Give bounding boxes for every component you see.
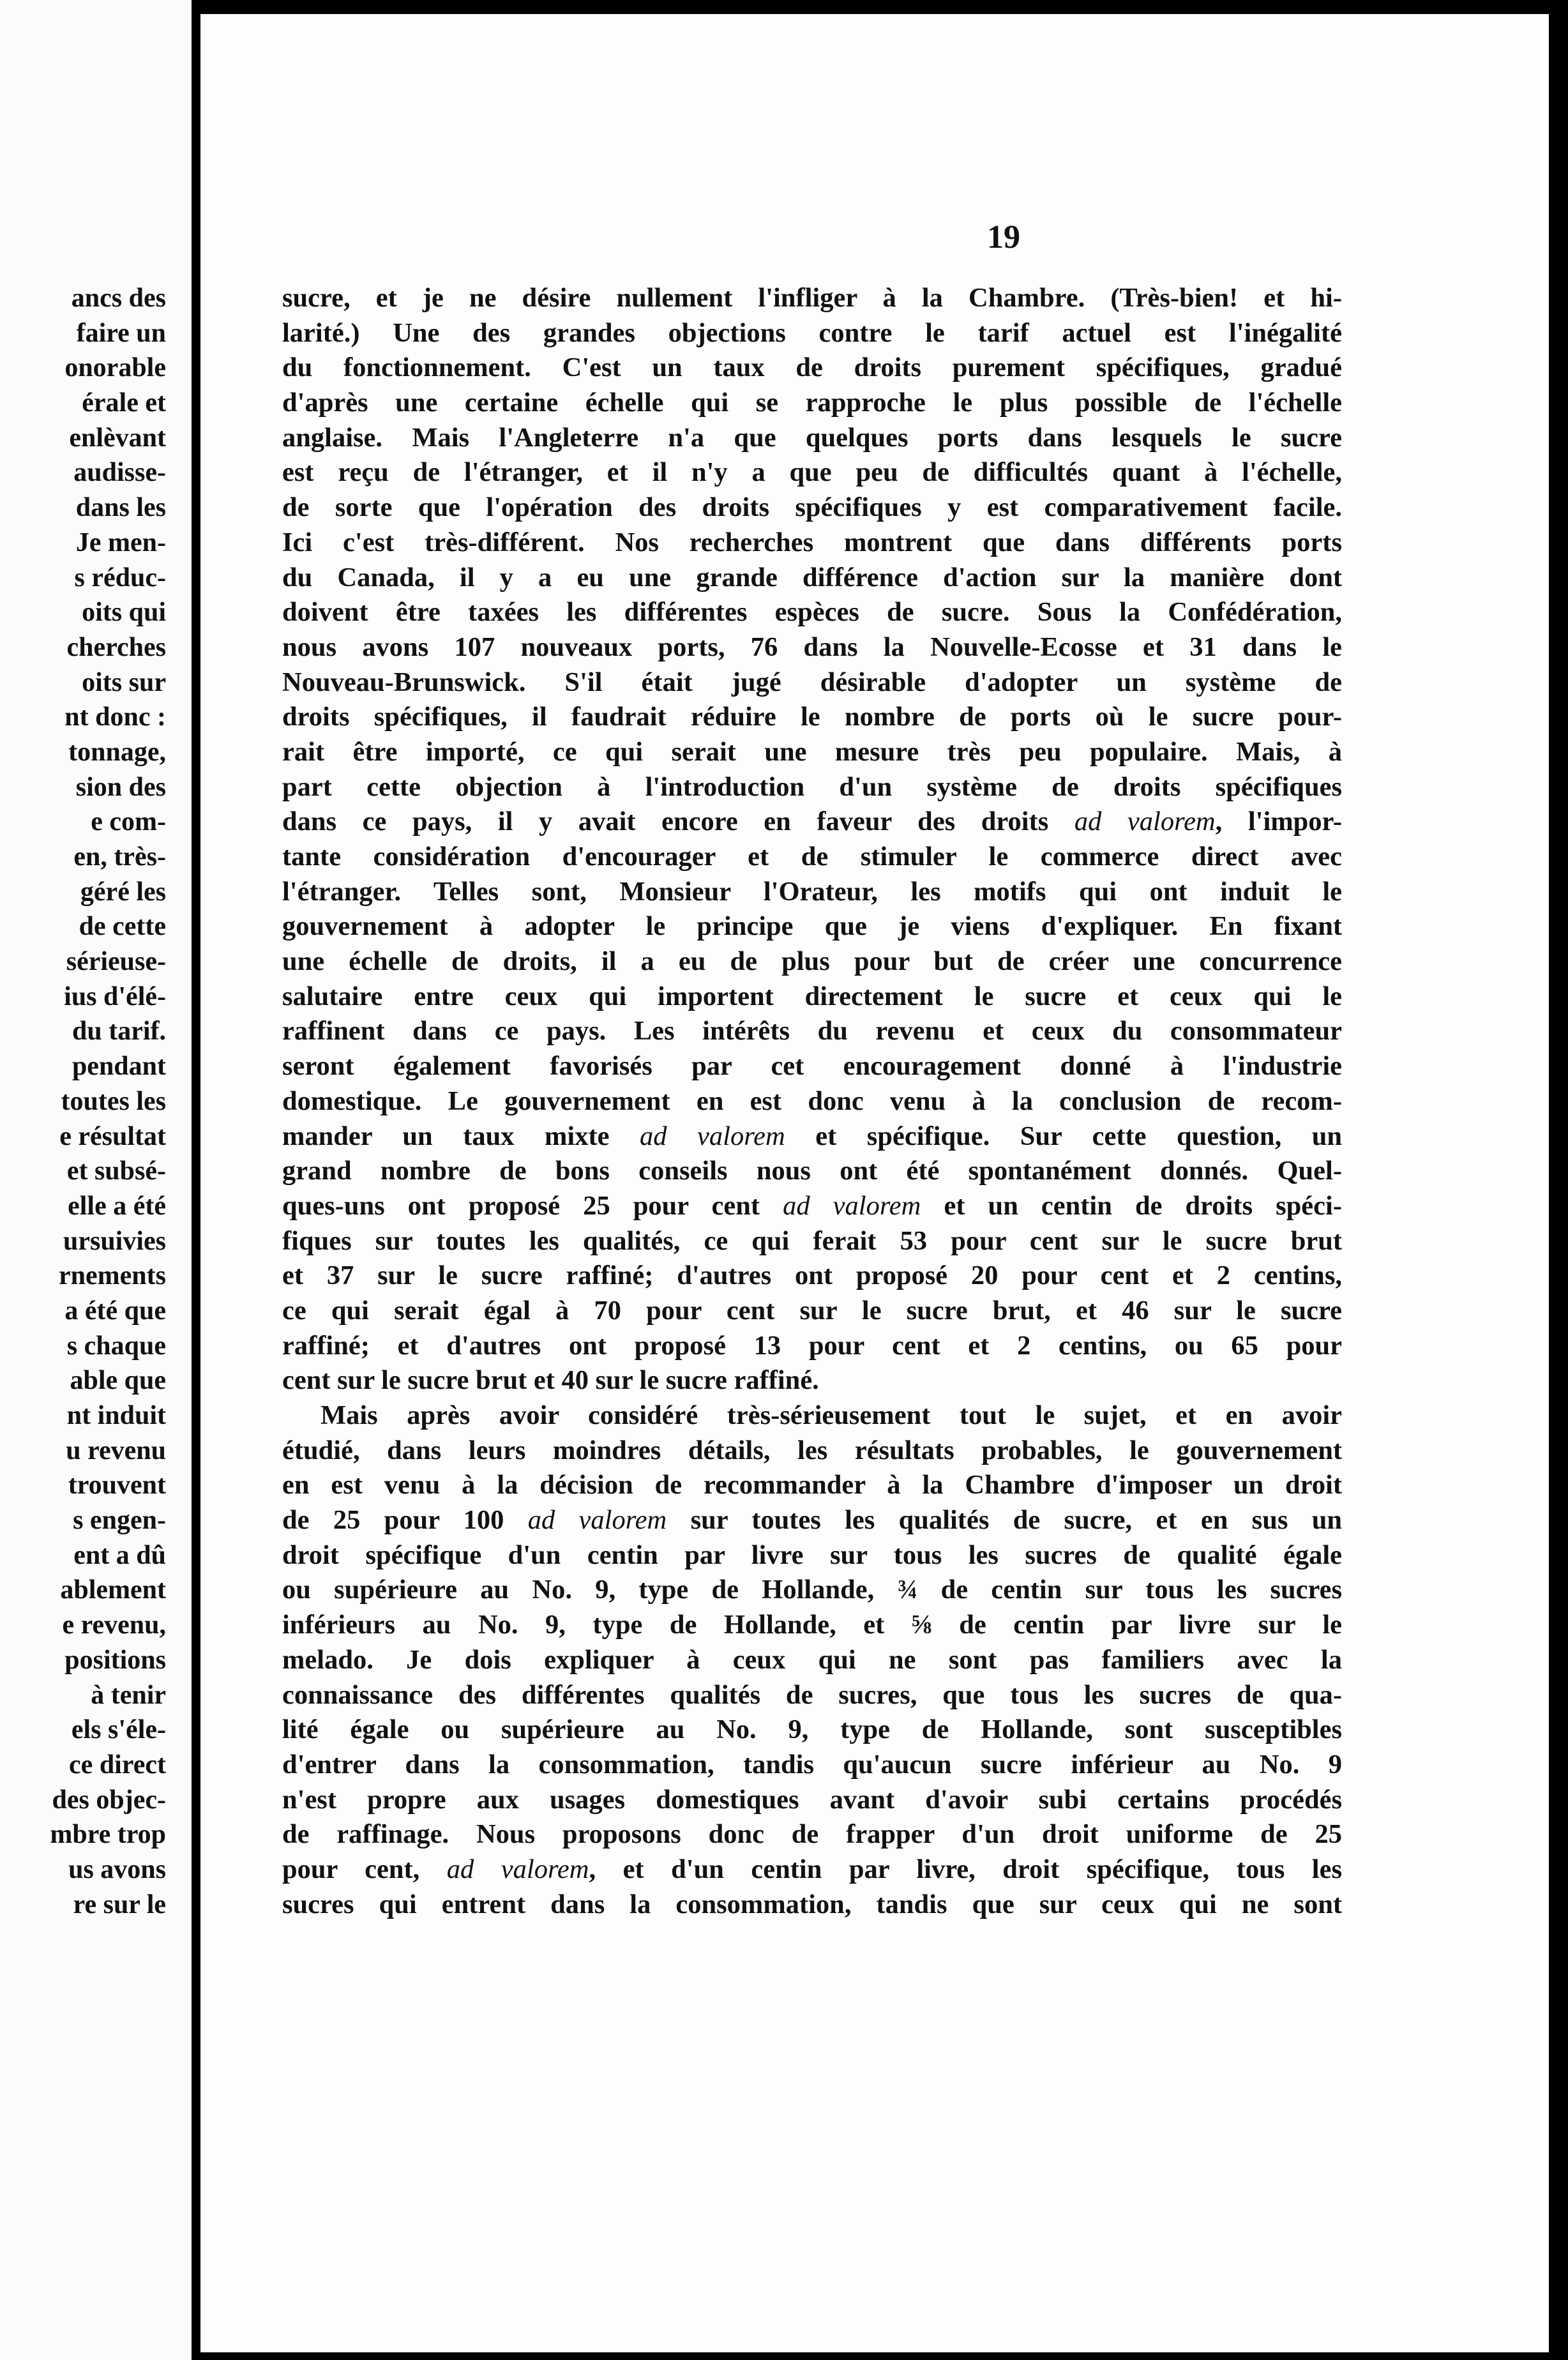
facing-page-line: ce direct — [69, 1750, 166, 1780]
text-line: ce qui serait égal à 70 pour cent sur le sucre brut, et 46 sur le sucre — [282, 1295, 1342, 1326]
facing-page-line: s engen- — [73, 1506, 166, 1536]
facing-page-line: de cette — [79, 912, 166, 942]
text-line: une échelle de droits, il a eu de plus pour but de créer une concurrence — [282, 946, 1342, 977]
text-line: lité égale ou supérieure au No. 9, type de Hollande, sont susceptibles — [282, 1714, 1342, 1745]
facing-page-line: pendant — [72, 1052, 166, 1082]
body-text — [282, 281, 1342, 1922]
text-line: et 37 sur le sucre raffiné; d'autres ont proposé 20 pour cent et 2 centins, — [282, 1260, 1342, 1291]
facing-page-line: able que — [70, 1366, 166, 1396]
facing-page-line: els s'éle- — [71, 1715, 166, 1745]
facing-page-line: oits sur — [82, 667, 166, 697]
text-line: inférieurs au No. 9, type de Hollande, et ⅝ de centin par livre sur le — [282, 1610, 1342, 1640]
text-line: part cette objection à l'introduction d'un système de droits spécifiques — [282, 771, 1342, 802]
text-line: Ici c'est très-différent. Nos recherches montrent que dans différents ports — [282, 527, 1342, 557]
text-line: Nouveau-Brunswick. S'il était jugé désirable d'adopter un système de — [282, 667, 1342, 697]
facing-page-line: audisse- — [73, 458, 166, 488]
facing-page-line: ent a dû — [73, 1540, 166, 1570]
facing-page-line: e résultat — [59, 1121, 166, 1151]
text-line: du fonctionnement. C'est un taux de droits purement spécifiques, gradué — [282, 352, 1342, 383]
text-line: du Canada, il y a eu une grande différence d'action sur la manière dont — [282, 562, 1342, 593]
facing-page-line: du tarif. — [72, 1017, 166, 1047]
facing-page-line: s chaque — [66, 1331, 166, 1361]
text-line: droit spécifique d'un centin par livre sur tous les sucres de qualité égale — [282, 1539, 1342, 1570]
facing-page-line: Je men- — [75, 527, 166, 557]
facing-page-line: mbre trop — [50, 1820, 166, 1850]
text-line: n'est propre aux usages domestiques avant d'avoir subi certains procédés — [282, 1784, 1342, 1815]
facing-page-line: us avons — [68, 1854, 166, 1884]
text-line: rait être importé, ce qui serait une mesure très peu populaire. Mais, à — [282, 736, 1342, 767]
facing-page-line: ius d'élé- — [64, 981, 166, 1011]
facing-page-line: re sur le — [73, 1889, 166, 1919]
facing-page-line: faire un — [76, 318, 166, 348]
facing-page-line: onorable — [64, 353, 166, 383]
text-line: sucre, et je ne désire nullement l'infliger à la Chambre. (Très-bien! et hi- — [282, 283, 1342, 313]
facing-page-line: géré les — [80, 877, 166, 907]
text-line: seront également favorisés par cet encouragement donné à l'industrie — [282, 1051, 1342, 1082]
facing-page-line: u revenu — [66, 1435, 166, 1465]
text-line: pour cent, ad valorem, et d'un centin par livre, droit spécifique, tous les — [282, 1854, 1342, 1884]
facing-page-line: tonnage, — [68, 737, 166, 767]
text-line: fiques sur toutes les qualités, ce qui ferait 53 pour cent sur le sucre brut — [282, 1225, 1342, 1256]
facing-page-line: dans les — [75, 493, 166, 523]
facing-page-line: toutes les — [61, 1086, 166, 1116]
facing-page-line: e com- — [91, 807, 166, 837]
text-line: raffinent dans ce pays. Les intérêts du revenu et ceux du consommateur — [282, 1016, 1342, 1047]
italic-phrase: ad valorem — [446, 1854, 589, 1884]
text-line: en est venu à la décision de recommander à la Chambre d'imposer un droit — [282, 1470, 1342, 1501]
facing-page-line: nt donc : — [64, 702, 166, 732]
text-line: d'entrer dans la consommation, tandis qu'aucun sucre inférieur au No. 9 — [282, 1749, 1342, 1780]
text-line: cent sur le sucre brut et 40 sur le sucre raffiné. — [282, 1365, 819, 1396]
text-line: de raffinage. Nous proposons donc de frapper d'un droit uniforme de 25 — [282, 1819, 1342, 1850]
facing-page-line: elle a été — [68, 1191, 166, 1221]
text-line: l'étranger. Telles sont, Monsieur l'Orateur, les motifs qui ont induit le — [282, 876, 1342, 907]
text-line: mander un taux mixte ad valorem et spécifique. Sur cette question, un — [282, 1121, 1342, 1151]
facing-page-line: ablement — [60, 1575, 166, 1605]
italic-phrase: ad valorem — [527, 1505, 667, 1536]
facing-page-line: enlèvant — [69, 423, 166, 453]
facing-page-line: sion des — [75, 772, 166, 802]
text-line: domestique. Le gouvernement en est donc venu à la conclusion de recom- — [282, 1085, 1342, 1116]
text-line: ques-uns ont proposé 25 pour cent ad valorem et un centin de droits spéci- — [282, 1190, 1342, 1221]
text-line: doivent être taxées les différentes espèces de sucre. Sous la Confédération, — [282, 597, 1342, 628]
facing-page-line: s réduc- — [74, 563, 166, 593]
text-line: étudié, dans leurs moindres détails, les résultats probables, le gouvernement — [282, 1435, 1342, 1465]
text-line: droits spécifiques, il faudrait réduire le nombre de ports où le sucre pour- — [282, 702, 1342, 732]
text-line: grand nombre de bons conseils nous ont été spontanément donnés. Quel- — [282, 1156, 1342, 1186]
facing-page-line: en, très- — [73, 842, 166, 872]
facing-page-line: et subsé- — [66, 1156, 166, 1186]
facing-page-line: a été que — [64, 1296, 166, 1326]
facing-page-strip — [0, 0, 192, 2360]
facing-page-line: des objec- — [52, 1785, 166, 1815]
text-line: raffiné; et d'autres ont proposé 13 pour cent et 2 centins, ou 65 pour — [282, 1330, 1342, 1361]
text-line: connaissance des différentes qualités de sucres, que tous les sucres de qua- — [282, 1679, 1342, 1710]
text-line: tante considération d'encourager et de stimuler le commerce direct avec — [282, 842, 1342, 872]
page-number: 19 — [987, 219, 1020, 255]
facing-page-line: e revenu, — [62, 1610, 166, 1640]
text-line: est reçu de l'étranger, et il n'y a que peu de difficultés quant à l'échelle, — [282, 457, 1342, 488]
italic-phrase: ad valorem — [640, 1121, 785, 1151]
italic-phrase: ad valorem — [783, 1190, 921, 1221]
text-line: dans ce pays, il y avait encore en faveur des droits ad valorem, l'impor- — [282, 806, 1342, 837]
text-line: nous avons 107 nouveaux ports, 76 dans la Nouvelle-Ecosse et 31 dans le — [282, 632, 1342, 662]
facing-page-line: ancs des — [71, 284, 166, 313]
text-line: d'après une certaine échelle qui se rapproche le plus possible de l'échelle — [282, 388, 1342, 418]
text-line: de sorte que l'opération des droits spécifiques y est comparativement facile. — [282, 492, 1342, 523]
facing-page-line: cherches — [66, 632, 166, 662]
facing-page-line: sérieuse- — [66, 947, 166, 977]
text-line: larité.) Une des grandes objections contre le tarif actuel est l'inégalité — [282, 317, 1342, 348]
facing-page-text-column — [0, 281, 166, 1922]
text-line: ou supérieure au No. 9, type de Hollande, ¾ de centin sur tous les sucres — [282, 1575, 1342, 1605]
text-line: sucres qui entrent dans la consommation, tandis que sur ceux qui ne sont — [282, 1889, 1342, 1919]
facing-page-line: érale et — [82, 388, 166, 418]
facing-page-line: nt induit — [66, 1401, 166, 1430]
text-line: anglaise. Mais l'Angleterre n'a que quelques ports dans lesquels le sucre — [282, 422, 1342, 453]
text-line: Mais après avoir considéré très-sérieusement tout le sujet, et en avoir — [320, 1400, 1342, 1430]
text-line: melado. Je dois expliquer à ceux qui ne sont pas familiers avec la — [282, 1644, 1342, 1675]
text-line: gouvernement à adopter le principe que je viens d'expliquer. En fixant — [282, 911, 1342, 942]
facing-page-line: ursuivies — [63, 1226, 166, 1256]
facing-page-line: oits qui — [82, 598, 166, 628]
text-line: de 25 pour 100 ad valorem sur toutes les qualités de sucre, et en sus un — [282, 1505, 1342, 1536]
facing-page-line: à tenir — [91, 1680, 166, 1710]
facing-page-line: rnements — [59, 1261, 166, 1291]
facing-page-line: positions — [64, 1645, 166, 1675]
text-line: salutaire entre ceux qui importent directement le sucre et ceux qui le — [282, 981, 1342, 1011]
facing-page-line: trouvent — [68, 1471, 166, 1501]
italic-phrase: ad valorem — [1074, 806, 1216, 837]
